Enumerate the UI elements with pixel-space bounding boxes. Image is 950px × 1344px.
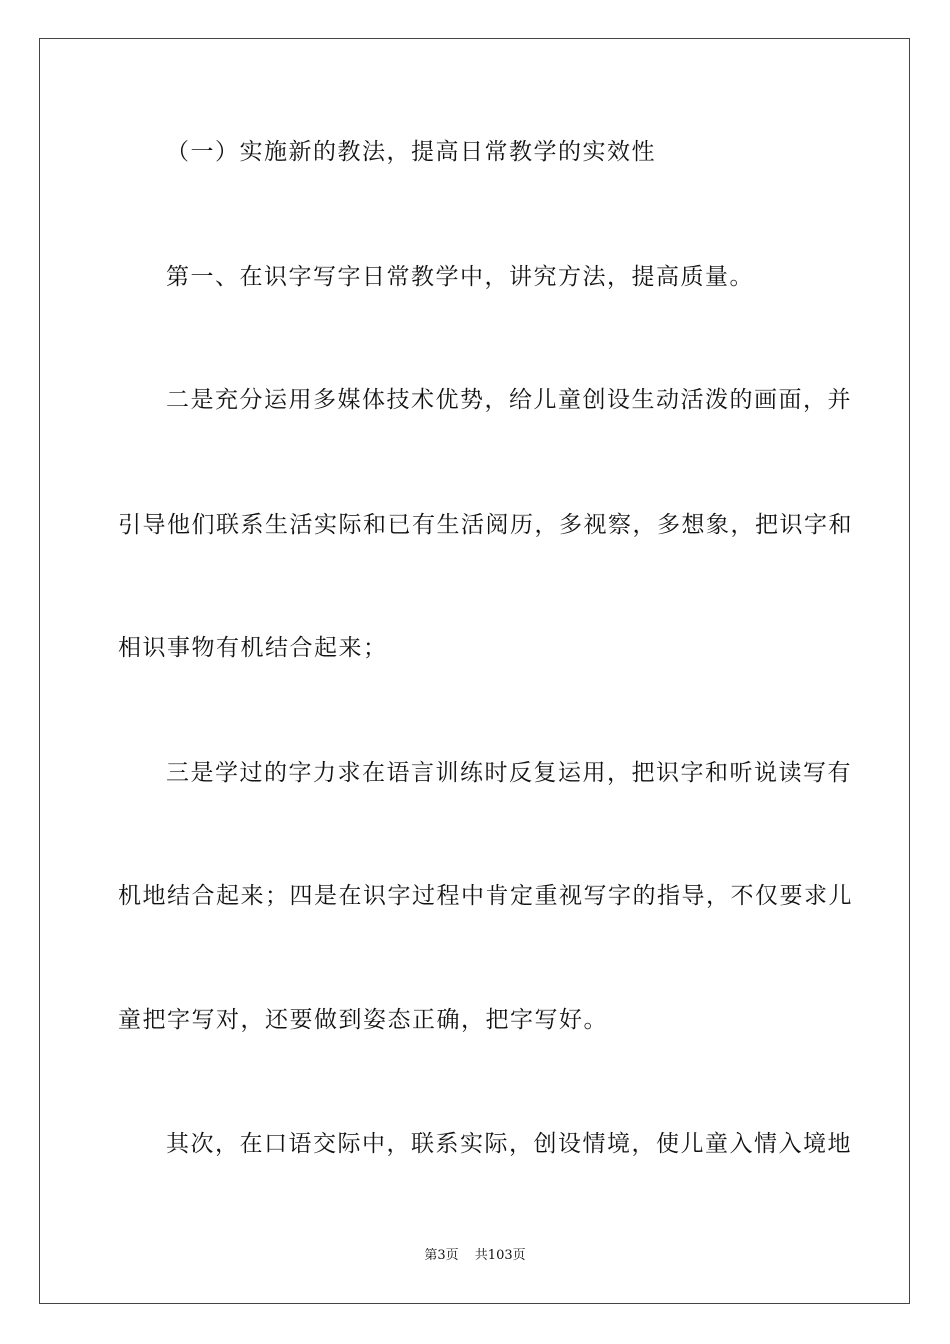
paragraph-line: 第一、在识字写字日常教学中，讲究方法，提高质量。 xyxy=(166,264,754,290)
page-footer xyxy=(0,1247,950,1265)
section-heading: （一）实施新的教法，提高日常教学的实效性 xyxy=(166,139,656,165)
paragraph-line: 机地结合起来；四是在识字过程中肯定重视写字的指导，不仅要求儿 xyxy=(118,883,853,909)
paragraph-line: 童把字写对，还要做到姿态正确，把字写好。 xyxy=(118,1007,608,1033)
paragraph-line: 二是充分运用多媒体技术优势，给儿童创设生动活泼的画面，并 xyxy=(166,387,852,413)
paragraph-line: 其次，在口语交际中，联系实际，创设情境，使儿童入情入境地 xyxy=(166,1131,852,1157)
paragraph-line: 三是学过的字力求在语言训练时反复运用，把识字和听说读写有 xyxy=(166,760,852,786)
paragraph-line: 引导他们联系生活实际和已有生活阅历，多视察，多想象，把识字和 xyxy=(118,512,853,538)
total-pages: 共103页 xyxy=(474,1248,526,1263)
paragraph-line: 相识事物有机结合起来； xyxy=(118,635,388,661)
page-number: 第3页 xyxy=(424,1248,459,1263)
page-border xyxy=(39,38,910,1304)
